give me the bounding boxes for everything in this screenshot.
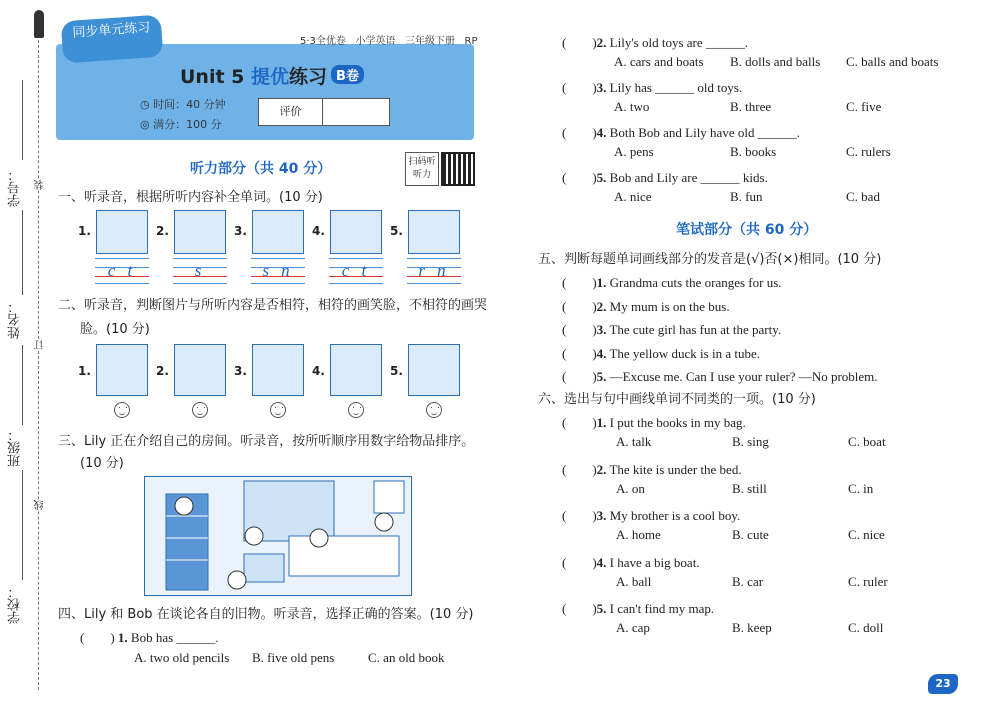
q1-item-number: 3. <box>234 224 247 238</box>
option-c[interactable]: C. five <box>846 99 882 114</box>
cut-mark-1: 装 <box>35 180 46 190</box>
q2-picture <box>96 344 148 396</box>
question-text: The yellow duck is in a tube. <box>609 345 760 361</box>
page-title: Unit 5 提优练习 B卷 <box>180 62 364 89</box>
q1-answer-text: c t <box>107 261 137 280</box>
option-b[interactable]: B. car <box>732 573 764 589</box>
answer-paren[interactable]: ( ) <box>562 415 597 430</box>
answer-circle-4[interactable] <box>228 571 246 589</box>
grade-label: 三年级下册 <box>405 36 455 47</box>
option-a[interactable]: A. ball <box>616 573 652 589</box>
q4-item <box>562 167 768 186</box>
question-number: 2. <box>596 298 607 314</box>
question-number: 1. <box>596 415 607 430</box>
q1-picture <box>174 210 226 254</box>
answer-circle-3[interactable] <box>375 513 393 531</box>
q1-writing-lines[interactable] <box>329 258 383 284</box>
face-answer-icon[interactable] <box>114 402 130 418</box>
option-a[interactable]: A. home <box>616 527 661 542</box>
question-text: My brother is a cool boy. <box>609 508 741 523</box>
q1-picture <box>96 210 148 254</box>
face-answer-icon[interactable] <box>270 402 286 418</box>
question-text: —Excuse me. Can I use your ruler? —No problem. <box>609 369 878 384</box>
question-text: The kite is under the bed. <box>609 461 742 477</box>
q1-item-number: 4. <box>312 224 325 238</box>
school-label: 学校： <box>8 585 23 624</box>
check-icon: ◎ <box>140 118 154 131</box>
answer-paren[interactable]: ( ) <box>562 275 597 290</box>
listening-title: 听力部分（共 40 分） <box>190 161 332 177</box>
q4-1-option-c[interactable]: C. an old book <box>368 650 445 665</box>
option-a[interactable]: A. nice <box>614 189 652 204</box>
series-label: 5·3全优卷 <box>300 36 346 47</box>
q3-title-2: (10 分) <box>80 456 124 471</box>
answer-paren[interactable]: ( ) <box>562 125 597 140</box>
option-b[interactable]: B. still <box>732 480 767 496</box>
option-c[interactable]: C. doll <box>848 620 884 635</box>
q4-item <box>562 122 800 141</box>
q1-answer-text: c t <box>341 261 371 280</box>
option-b[interactable]: B. books <box>730 144 777 159</box>
q1-answer-text: s n <box>262 261 294 280</box>
unit-tag: 同步单元练习 <box>61 15 164 64</box>
question-number: 4. <box>596 554 607 570</box>
q5-item <box>562 272 782 291</box>
question-number: 3. <box>596 322 607 337</box>
q6-item <box>562 459 742 478</box>
option-c[interactable]: C. in <box>848 480 874 496</box>
subject-label: 小学英语 <box>355 36 396 47</box>
school-field[interactable] <box>22 470 23 580</box>
option-b[interactable]: B. dolls and balls <box>730 54 821 69</box>
q1-item-number: 1. <box>78 224 91 238</box>
q1-title: 一、听录音，根据所听内容补全单词。(10 分) <box>58 190 323 205</box>
q1-writing-lines[interactable] <box>95 258 149 284</box>
answer-circle-1[interactable] <box>245 527 263 545</box>
question-text: Grandma cuts the oranges for us. <box>609 275 782 290</box>
answer-circle-5[interactable] <box>175 497 193 515</box>
q3-title: 三、Lily 正在介绍自己的房间。听录音，按所听顺序用数字给物品排序。 <box>58 434 475 449</box>
q2-item-number: 4. <box>312 364 325 378</box>
book-info <box>300 32 478 47</box>
q6-item <box>562 598 714 617</box>
number-label: 学号： <box>8 168 23 207</box>
writing-title: 笔试部分（共 60 分） <box>676 222 818 238</box>
question-text: Bob and Lily are ______ kids. <box>609 170 768 185</box>
answer-circle-2[interactable] <box>310 529 328 547</box>
q1-answer-text: r n <box>418 261 450 280</box>
name-label: 姓名： <box>8 300 23 339</box>
q2-title-2: 脸。(10 分) <box>80 322 150 337</box>
q1-picture <box>408 210 460 254</box>
score-label: 评价 <box>259 99 323 125</box>
question-text: The cute girl has fun at the party. <box>609 322 782 337</box>
option-a[interactable]: A. on <box>616 480 645 496</box>
option-c[interactable]: C. nice <box>848 527 885 542</box>
question-text: Lily has ______ old toys. <box>609 80 743 95</box>
class-field[interactable] <box>22 345 23 425</box>
cut-mark-3: 线 <box>35 500 46 510</box>
q5-item <box>562 366 878 385</box>
question-text: My mum is on the bus. <box>609 298 730 314</box>
q4-item <box>562 77 742 96</box>
question-number: 1. <box>596 275 607 290</box>
question-number: 5. <box>596 170 607 185</box>
answer-paren[interactable]: ( ) <box>562 170 597 185</box>
q1-writing-lines[interactable] <box>173 258 227 284</box>
question-number: 4. <box>596 345 607 361</box>
version-badge: B卷 <box>331 65 364 84</box>
q2-item-number: 2. <box>156 364 169 378</box>
q1-picture <box>252 210 304 254</box>
face-answer-icon[interactable] <box>426 402 442 418</box>
q1-answer-text: s <box>194 261 206 280</box>
question-text: Both Bob and Lily have old ______. <box>609 125 800 140</box>
question-number: 2. <box>596 461 607 477</box>
q1-item-number: 2. <box>156 224 169 238</box>
q1-picture <box>330 210 382 254</box>
q4-1-option-b[interactable]: B. five old pens <box>252 650 335 665</box>
q4-1-option-a[interactable]: A. two old pencils <box>134 650 230 665</box>
q4-item <box>562 32 748 51</box>
option-c[interactable]: C. rulers <box>846 144 891 159</box>
option-b[interactable]: B. cute <box>732 527 769 542</box>
question-number: 2. <box>596 35 607 50</box>
question-number: 4. <box>596 125 607 140</box>
q1-writing-lines[interactable] <box>251 258 305 284</box>
flower-picture <box>374 481 404 513</box>
question-number: 3. <box>596 508 607 523</box>
clock-icon: ◷ <box>140 98 154 111</box>
page-number: 23 <box>928 674 958 694</box>
answer-paren[interactable]: ( ) <box>80 630 115 645</box>
q2-item-number: 5. <box>390 364 403 378</box>
name-field[interactable] <box>22 210 23 295</box>
rocket-icon <box>34 10 44 38</box>
question-text: I can't find my map. <box>609 601 715 616</box>
q5-title: 五、判断每题单词画线部分的发音是(√)否(×)相同。(10 分) <box>538 252 882 267</box>
room-picture <box>144 476 412 596</box>
answer-paren[interactable]: ( ) <box>562 554 597 570</box>
q6-item <box>562 505 740 524</box>
answer-paren[interactable]: ( ) <box>562 508 597 523</box>
answer-paren[interactable]: ( ) <box>562 80 597 95</box>
question-number: 3. <box>596 80 607 95</box>
q5-item <box>562 343 760 362</box>
q4-title: 四、Lily 和 Bob 在谈论各自的旧物。听录音，选择正确的答案。(10 分) <box>58 607 474 622</box>
answer-paren[interactable]: ( ) <box>562 298 597 314</box>
class-label: 班级： <box>8 428 23 467</box>
option-b[interactable]: B. sing <box>732 434 769 449</box>
time-limit: ◷ 时间：40 分钟 <box>140 98 226 111</box>
q6-item <box>562 412 746 431</box>
question-text: Lily's old toys are ______. <box>609 35 749 50</box>
score-box <box>258 98 390 126</box>
q2-title: 二、听录音，判断图片与所听内容是否相符，相符的画笑脸，不相符的画哭 <box>58 298 488 313</box>
q2-picture <box>408 344 460 396</box>
q6-title: 六、选出与句中画线单词不同类的一项。(10 分) <box>538 392 816 407</box>
q5-item <box>562 319 781 338</box>
score-input[interactable] <box>323 99 389 125</box>
bed <box>289 536 399 576</box>
option-b[interactable]: B. three <box>730 99 772 114</box>
face-answer-icon[interactable] <box>348 402 364 418</box>
question-number: 5. <box>596 601 607 616</box>
answer-paren[interactable]: ( ) <box>562 461 597 477</box>
option-a[interactable]: A. talk <box>616 434 652 449</box>
answer-paren[interactable]: ( ) <box>562 35 597 50</box>
answer-paren[interactable]: ( ) <box>562 601 597 616</box>
option-c[interactable]: C. boat <box>848 434 886 449</box>
answer-paren[interactable]: ( ) <box>562 345 597 361</box>
binding-line <box>38 40 39 690</box>
qr-code-icon[interactable] <box>441 152 475 186</box>
option-b[interactable]: B. fun <box>730 189 763 204</box>
q2-picture <box>330 344 382 396</box>
toy-box <box>244 554 284 582</box>
option-c[interactable]: C. bad <box>846 189 880 204</box>
q4-item-1: ( ) 1. Bob has ______. <box>80 630 219 645</box>
q1-item-number: 5. <box>390 224 403 238</box>
cut-mark-2: 订 <box>35 340 46 350</box>
option-a[interactable]: A. pens <box>614 144 654 159</box>
option-c[interactable]: C. balls and boats <box>846 54 939 69</box>
answer-paren[interactable]: ( ) <box>562 369 597 384</box>
option-c[interactable]: C. ruler <box>848 573 888 589</box>
scan-label: 扫码听听力 <box>405 152 439 186</box>
total-score: ◎ 满分：100 分 <box>140 118 222 131</box>
q2-picture <box>252 344 304 396</box>
q2-item-number: 3. <box>234 364 247 378</box>
q2-picture <box>174 344 226 396</box>
option-a[interactable]: A. cars and boats <box>614 54 704 69</box>
question-number: 5. <box>596 369 607 384</box>
option-a[interactable]: A. cap <box>616 620 650 635</box>
number-field[interactable] <box>22 80 23 160</box>
question-text: I put the books in my bag. <box>609 415 746 430</box>
option-a[interactable]: A. two <box>614 99 650 114</box>
face-answer-icon[interactable] <box>192 402 208 418</box>
option-b[interactable]: B. keep <box>732 620 772 635</box>
q1-writing-lines[interactable] <box>407 258 461 284</box>
edition-label: RP <box>464 36 478 47</box>
answer-paren[interactable]: ( ) <box>562 322 597 337</box>
q5-item <box>562 296 730 315</box>
question-text: I have a big boat. <box>609 554 700 570</box>
q2-item-number: 1. <box>78 364 91 378</box>
q6-item <box>562 552 700 571</box>
